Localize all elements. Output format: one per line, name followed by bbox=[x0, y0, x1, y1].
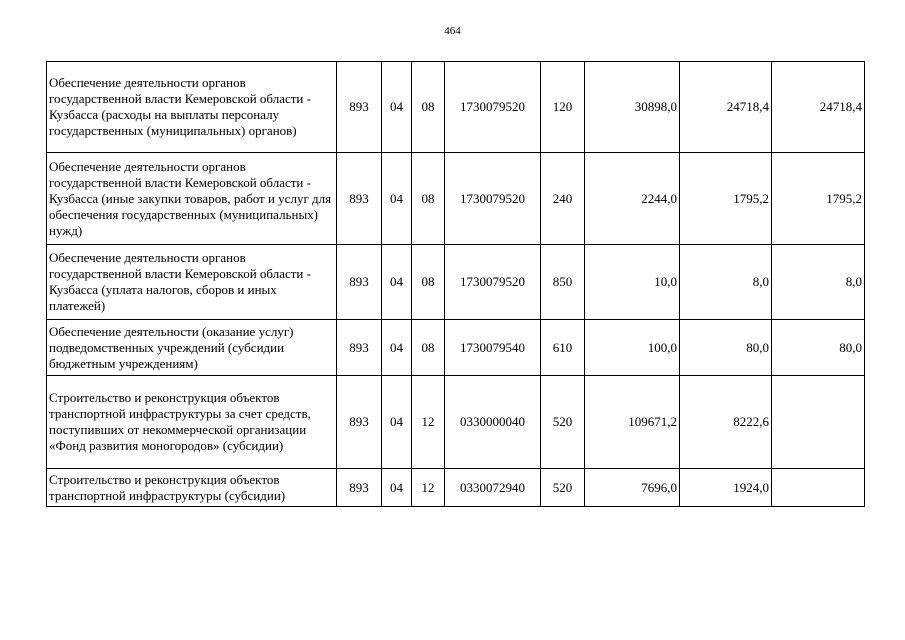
table-row bbox=[47, 469, 865, 507]
row-description: Строительство и реконструкция объектов транспортной инфраструктуры за счет средств, поступивших от некоммерческой организации «Фонд развития моногородов» (субсидии) bbox=[47, 376, 337, 469]
amount-3: 1795,2 bbox=[772, 153, 865, 245]
expense-type-code: 610 bbox=[541, 320, 585, 376]
table-row bbox=[47, 62, 865, 153]
ved-code: 893 bbox=[337, 153, 382, 245]
target-article-code: 0330000040 bbox=[445, 376, 541, 469]
expense-type-code: 850 bbox=[541, 245, 585, 320]
expense-type-code: 120 bbox=[541, 62, 585, 153]
table-row bbox=[47, 376, 865, 469]
section-code: 04 bbox=[382, 62, 412, 153]
row-description: Обеспечение деятельности (оказание услуг) подведомственных учреждений (субсидии бюджетным учреждениям) bbox=[47, 320, 337, 376]
amount-3 bbox=[772, 376, 865, 469]
target-article-code: 1730079520 bbox=[445, 245, 541, 320]
amount-2: 1924,0 bbox=[680, 469, 772, 507]
budget-table bbox=[46, 61, 865, 507]
subsection-code: 08 bbox=[412, 320, 445, 376]
section-code: 04 bbox=[382, 320, 412, 376]
table-row bbox=[47, 245, 865, 320]
amount-2: 8222,6 bbox=[680, 376, 772, 469]
subsection-code: 08 bbox=[412, 62, 445, 153]
section-code: 04 bbox=[382, 376, 412, 469]
section-code: 04 bbox=[382, 245, 412, 320]
ved-code: 893 bbox=[337, 62, 382, 153]
amount-1: 2244,0 bbox=[585, 153, 680, 245]
amount-1: 7696,0 bbox=[585, 469, 680, 507]
ved-code: 893 bbox=[337, 320, 382, 376]
ved-code: 893 bbox=[337, 469, 382, 507]
section-code: 04 bbox=[382, 153, 412, 245]
table-row bbox=[47, 320, 865, 376]
target-article-code: 1730079520 bbox=[445, 153, 541, 245]
amount-2: 8,0 bbox=[680, 245, 772, 320]
expense-type-code: 520 bbox=[541, 469, 585, 507]
expense-type-code: 240 bbox=[541, 153, 585, 245]
section-code: 04 bbox=[382, 469, 412, 507]
row-description: Обеспечение деятельности органов государственной власти Кемеровской области - Кузбасса (иные закупки товаров, работ и услуг для обеспечения государственных (муниципальных) нужд) bbox=[47, 153, 337, 245]
amount-1: 109671,2 bbox=[585, 376, 680, 469]
amount-3: 8,0 bbox=[772, 245, 865, 320]
amount-3: 80,0 bbox=[772, 320, 865, 376]
amount-2: 24718,4 bbox=[680, 62, 772, 153]
expense-type-code: 520 bbox=[541, 376, 585, 469]
amount-3: 24718,4 bbox=[772, 62, 865, 153]
amount-2: 1795,2 bbox=[680, 153, 772, 245]
target-article-code: 0330072940 bbox=[445, 469, 541, 507]
row-description: Обеспечение деятельности органов государственной власти Кемеровской области - Кузбасса (расходы на выплаты персоналу государственных (муниципальных) органов) bbox=[47, 62, 337, 153]
page-number: 464 bbox=[444, 25, 461, 37]
subsection-code: 08 bbox=[412, 245, 445, 320]
subsection-code: 08 bbox=[412, 153, 445, 245]
amount-3 bbox=[772, 469, 865, 507]
subsection-code: 12 bbox=[412, 376, 445, 469]
row-description: Обеспечение деятельности органов государственной власти Кемеровской области - Кузбасса (уплата налогов, сборов и иных платежей) bbox=[47, 245, 337, 320]
ved-code: 893 bbox=[337, 376, 382, 469]
target-article-code: 1730079540 bbox=[445, 320, 541, 376]
subsection-code: 12 bbox=[412, 469, 445, 507]
amount-2: 80,0 bbox=[680, 320, 772, 376]
ved-code: 893 bbox=[337, 245, 382, 320]
amount-1: 30898,0 bbox=[585, 62, 680, 153]
amount-1: 10,0 bbox=[585, 245, 680, 320]
table-row bbox=[47, 153, 865, 245]
amount-1: 100,0 bbox=[585, 320, 680, 376]
row-description: Строительство и реконструкция объектов транспортной инфраструктуры (субсидии) bbox=[47, 469, 337, 507]
target-article-code: 1730079520 bbox=[445, 62, 541, 153]
